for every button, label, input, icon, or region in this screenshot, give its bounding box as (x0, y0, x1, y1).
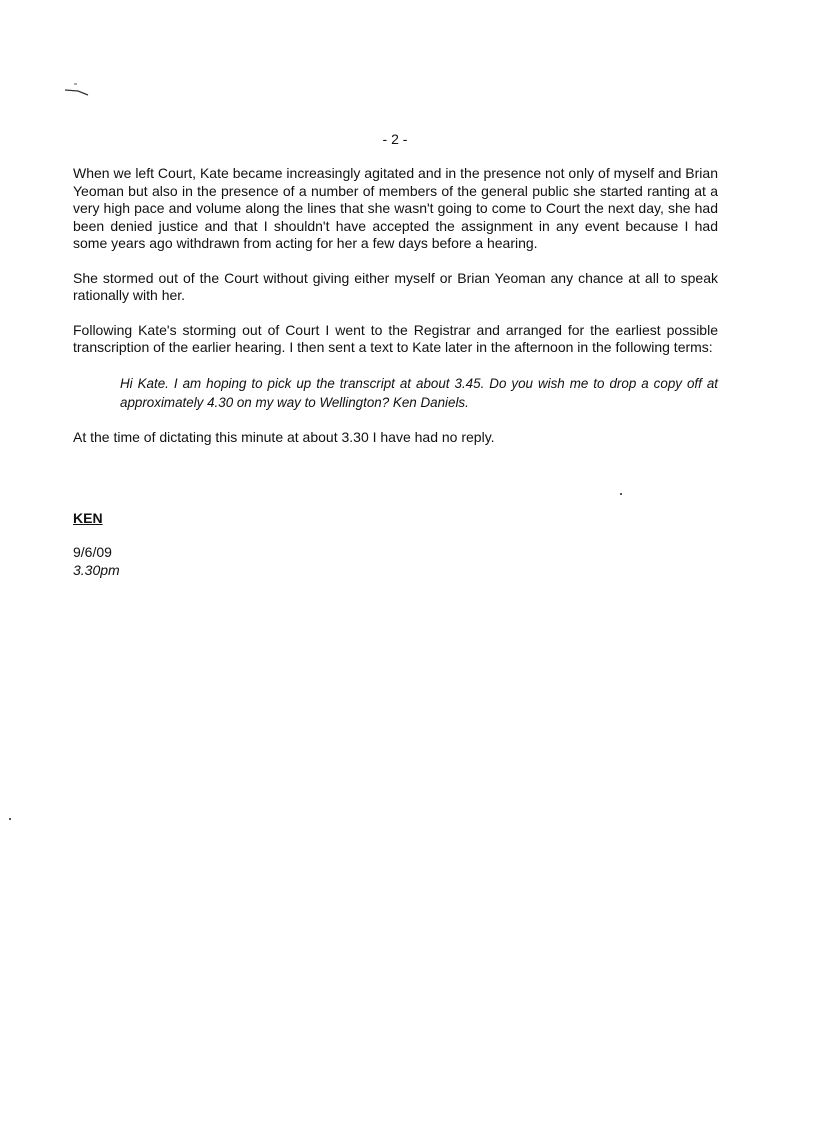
time: 3.30pm (73, 562, 120, 578)
date: 9/6/09 (73, 544, 112, 560)
paragraph: When we left Court, Kate became increasingly agitated and in the presence not only of myself and Brian Yeoman but also in the presence of a number of members of the general public she started ranting at a very high pace and volume along the lines that she wasn't going to come to Court the next day, she had been denied justice and that I shouldn't have accepted the assignment in any event because I had some years ago withdrawn from acting for her a few days before a hearing. (73, 165, 718, 251)
paragraph: She stormed out of the Court without giving either myself or Brian Yeoman any chance at all to speak rationally with her. (73, 269, 718, 303)
paragraph: Following Kate's storming out of Court I went to the Registrar and arranged for the earliest possible transcription of the earlier hearing. I then sent a text to Kate later in the afternoon in the following terms: (73, 321, 718, 355)
closing-paragraph: At the time of dictating this minute at about 3.30 I have had no reply. (73, 428, 495, 445)
scan-artifact-dot (9, 818, 11, 820)
document-body (73, 165, 718, 463)
date-block (73, 543, 120, 579)
signature-name: KEN (73, 510, 103, 526)
page-number: - 2 - (382, 131, 408, 147)
scan-artifact-mark (64, 82, 90, 96)
text-message-quote: Hi Kate. I am hoping to pick up the transcript at about 3.45. Do you wish me to drop a copy off at approximately 4.30 on my way to Wellington? Ken Daniels. (120, 375, 718, 410)
scan-artifact-dot (620, 493, 622, 495)
